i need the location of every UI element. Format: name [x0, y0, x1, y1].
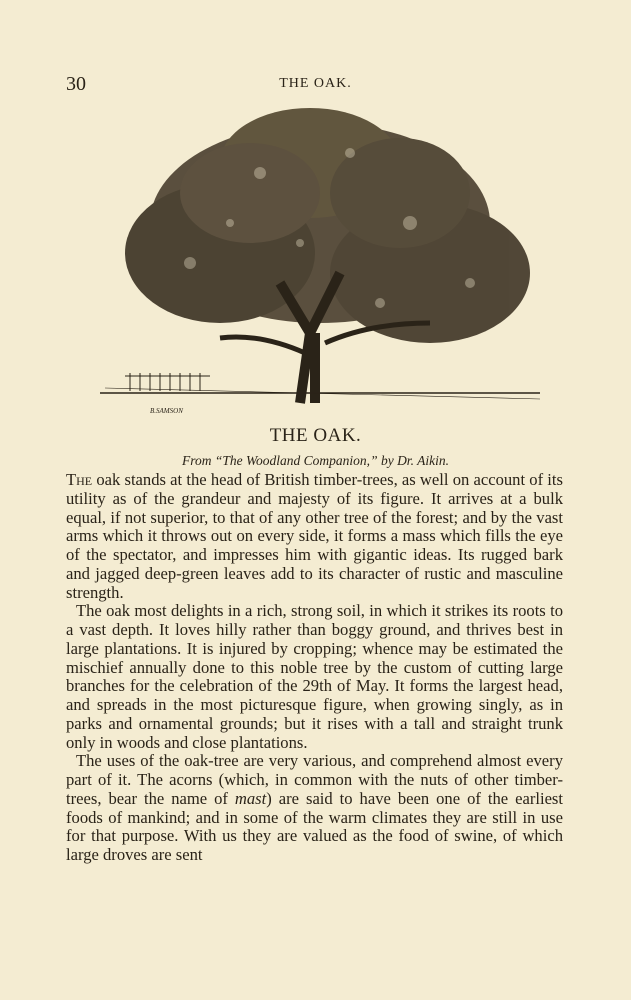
- source-prefix: From “: [182, 453, 223, 468]
- article-title: THE OAK.: [269, 425, 362, 446]
- source-attribution: [0, 453, 631, 469]
- paragraph-1-text: oak stands at the head of British timber-trees, as well on account of its utility as of the grandeur and majesty of its figure. It arrives at a bulk equal, if not superior, to that of any other tree of the forest; and by the vast arms which it throws out on every side, it forms a mass which fills the eye of the spectator, and impresses him with gigantic ideas. Its rugged bark and jagged deep-green leaves add to its character of rustic and masculine strength.: [66, 470, 563, 602]
- source-suffix: ” by Dr. Aikin.: [370, 453, 449, 468]
- paragraph-3-italic: mast: [234, 788, 267, 808]
- paragraph-3: [66, 752, 563, 865]
- oak-tree-engraving: [100, 103, 540, 418]
- page-number: 30: [66, 73, 86, 95]
- source-book: The Woodland Companion,: [222, 453, 371, 468]
- paragraph-1: [66, 471, 563, 602]
- running-head: THE OAK.: [279, 76, 352, 91]
- engraver-signature: B.SAMSON: [150, 407, 183, 415]
- paragraph-2: The oak most delights in a rich, strong soil, in which it strikes its roots to a vast depth. It loves hilly rather than boggy ground, and thrives best in large plantations. It is injured by cropping; whence may be estimated the mischief annually done to this noble tree by the custom of cutting large branches for the celebration of the 29th of May. It forms the largest head, and spreads in the most picturesque figure, when growing singly, as in parks and ornamental grounds; but it rises with a tall and straight trunk only in woods and close plantations.: [66, 601, 563, 752]
- paragraph-3-before: The uses of the oak-tree are very various, and comprehend almost every part of it. The acorns (which, in common with the nuts of other timber-trees, bear the name of: [66, 751, 563, 808]
- body-text: [66, 471, 563, 865]
- paragraph-3-after: ) are said to have been one of the earliest foods of mankind; and in some of the warm climates they are still in use for that purpose. With us they are valued as the food of swine, of which large droves are sent: [66, 788, 564, 864]
- paragraph-1-lead: The: [66, 470, 93, 489]
